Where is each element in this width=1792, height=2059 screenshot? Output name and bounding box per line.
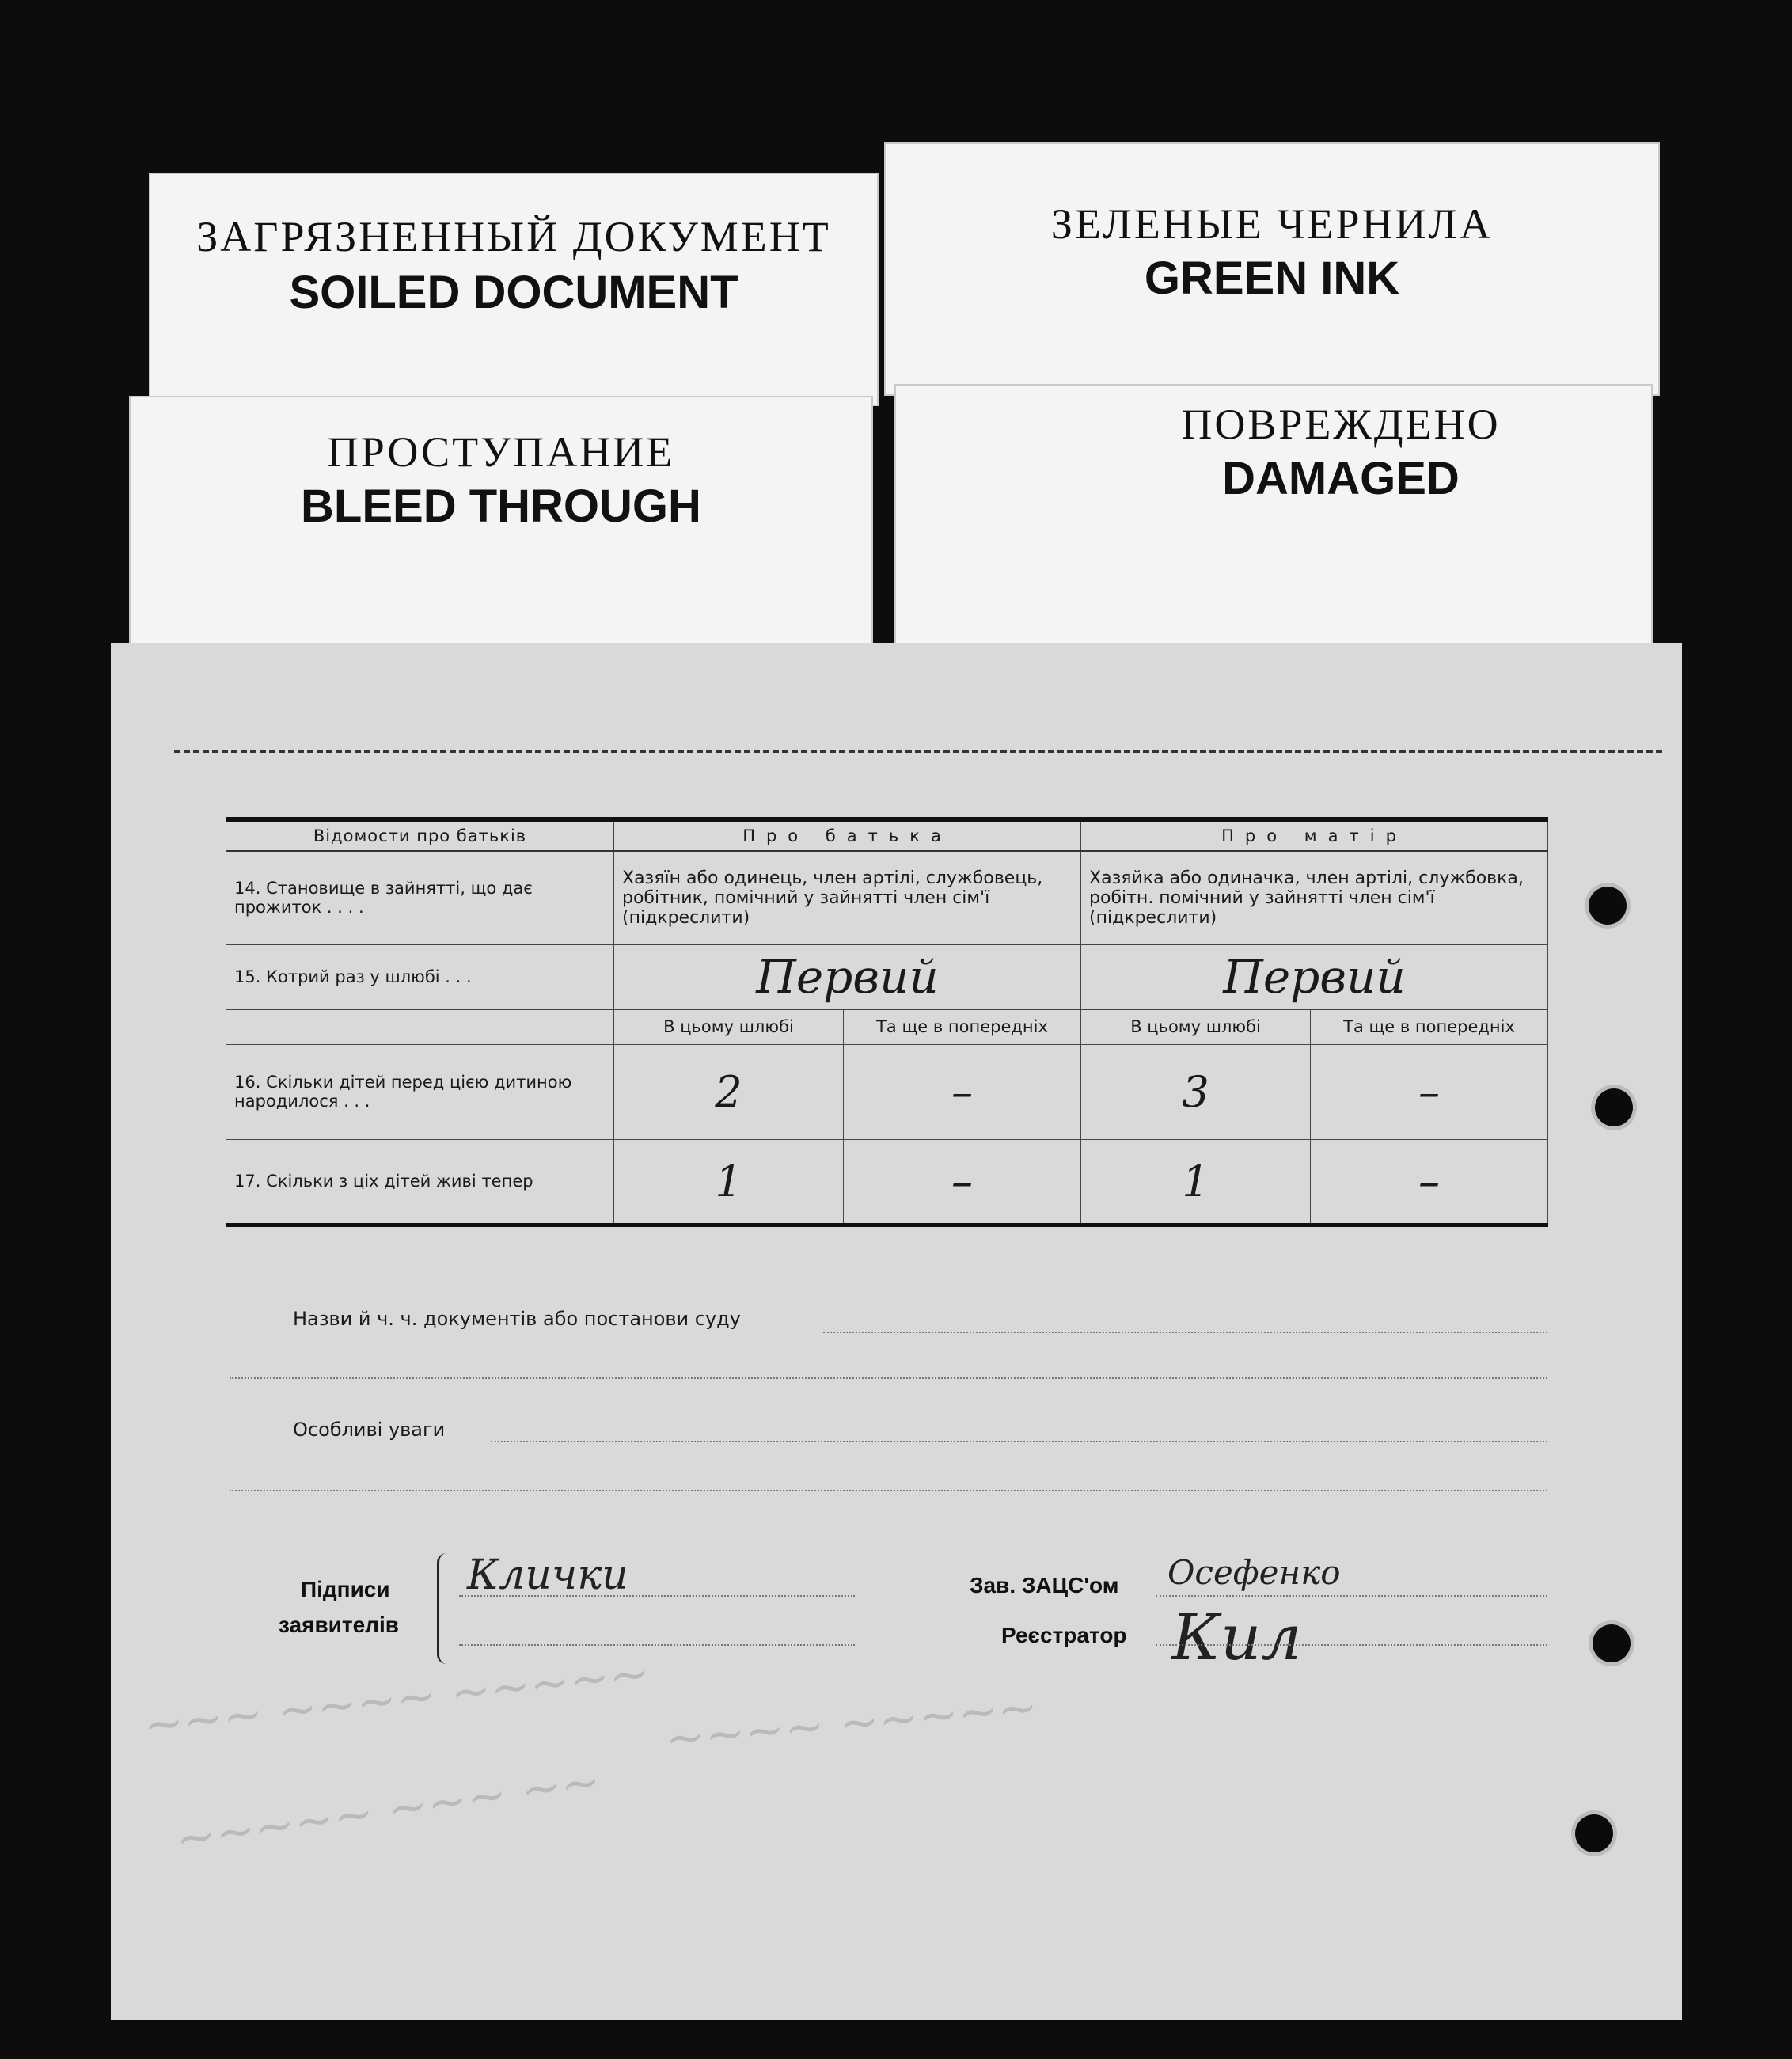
header-parents-info: Відомости про батьків bbox=[226, 819, 614, 851]
row17-mother-this: 1 bbox=[1081, 1139, 1311, 1225]
subheader-row bbox=[226, 1009, 1548, 1044]
remarks-line-1 bbox=[491, 1441, 1547, 1442]
applicants-signatures-label-2: заявителів bbox=[279, 1613, 399, 1637]
row15-num: 15. bbox=[234, 967, 261, 986]
row17-text: Скільки з ціх дітей живі тепер bbox=[266, 1172, 533, 1191]
remarks-line-2 bbox=[230, 1490, 1547, 1491]
damaged-card-ru: ПОВРЕЖДЕНО bbox=[1181, 401, 1501, 448]
signature-brace bbox=[437, 1553, 450, 1664]
row16-text: Скільки дітей перед цією дитиною народилося . . . bbox=[234, 1073, 572, 1111]
row15-text: Котрий раз у шлюбі . . . bbox=[266, 967, 472, 986]
remarks-label: Особливі уваги bbox=[293, 1419, 446, 1441]
applicant-signature-line-2 bbox=[459, 1644, 855, 1646]
documents-label: Назви й ч. ч. документів або постанови суду bbox=[293, 1308, 741, 1330]
soiled-document-card bbox=[149, 173, 879, 406]
parents-info-table bbox=[226, 817, 1548, 1227]
soiled-card-ru: ЗАГРЯЗНЕННЫЙ ДОКУМЕНТ bbox=[196, 213, 831, 260]
row14-num: 14. bbox=[234, 879, 261, 898]
table-row-14 bbox=[226, 851, 1548, 944]
subhead-father-prev: Та ще в попередніх bbox=[844, 1009, 1081, 1044]
table-row-16 bbox=[226, 1044, 1548, 1139]
documents-line-2 bbox=[230, 1377, 1547, 1379]
applicant-signature-line-1 bbox=[459, 1595, 855, 1597]
row15-mother-value: Первий bbox=[1081, 944, 1548, 1009]
bleed-card-ru: ПРОСТУПАНИЕ bbox=[327, 428, 675, 476]
row16-num: 16. bbox=[234, 1073, 261, 1092]
subhead-father-this: В цьому шлюбі bbox=[614, 1009, 844, 1044]
bleed-card-en: BLEED THROUGH bbox=[301, 481, 701, 532]
subheader-blank bbox=[226, 1009, 614, 1044]
bleed-through-marks-2: ~~~~~ ~~~ ~~ bbox=[172, 1753, 605, 1868]
head-label: Зав. ЗАЦС'ом bbox=[970, 1573, 1119, 1597]
green-card-en: GREEN INK bbox=[1144, 253, 1400, 304]
row14-mother-options: Хазяйка або одиначка, член артілі, службовка, робітн. помічний у зайнятті член сім'ї (підкреслити) bbox=[1081, 851, 1548, 944]
row14-father-options: Хазяїн або одинець, член артілі, службовець, робітник, помічний у зайнятті член сім'ї (підкреслити) bbox=[614, 851, 1081, 944]
top-dashed-divider bbox=[174, 750, 1662, 753]
applicants-signatures-label-1: Підписи bbox=[301, 1577, 390, 1601]
row17-label bbox=[226, 1139, 614, 1225]
bleed-through-marks-3: ~~~~ ~~~~~ bbox=[663, 1679, 1040, 1768]
bleed-through-card bbox=[129, 396, 873, 649]
row16-mother-this: 3 bbox=[1081, 1044, 1311, 1139]
head-signature: Осефенко bbox=[1167, 1553, 1341, 1592]
punch-hole bbox=[1595, 1088, 1633, 1126]
header-mother: Про матір bbox=[1081, 819, 1548, 851]
soiled-card-en: SOILED DOCUMENT bbox=[289, 267, 738, 318]
row15-father-value: Первий bbox=[614, 944, 1081, 1009]
damaged-card bbox=[894, 384, 1653, 645]
row16-mother-prev: – bbox=[1311, 1044, 1548, 1139]
row17-father-prev: – bbox=[844, 1139, 1081, 1225]
table-row-17 bbox=[226, 1139, 1548, 1225]
row14-label bbox=[226, 851, 614, 944]
table-row-15 bbox=[226, 944, 1548, 1009]
head-signature-line bbox=[1156, 1595, 1547, 1597]
row16-father-this: 2 bbox=[614, 1044, 844, 1139]
registrar-signature: Кил bbox=[1171, 1601, 1302, 1674]
row16-father-prev: – bbox=[844, 1044, 1081, 1139]
table-header-row bbox=[226, 819, 1548, 851]
punch-hole bbox=[1593, 1624, 1631, 1662]
registry-form-sheet bbox=[111, 643, 1682, 2020]
subhead-mother-prev: Та ще в попередніх bbox=[1311, 1009, 1548, 1044]
row16-label bbox=[226, 1044, 614, 1139]
registrar-label: Реєстратор bbox=[1001, 1623, 1127, 1647]
applicant-signature: Клички bbox=[467, 1552, 628, 1599]
bleed-through-marks: ~~~ ~~~~ ~~~~~ bbox=[141, 1645, 652, 1754]
row14-text: Становище в зайнятті, що дає прожиток . . . . bbox=[234, 879, 533, 917]
damaged-card-en: DAMAGED bbox=[1222, 453, 1460, 504]
row17-mother-prev: – bbox=[1311, 1139, 1548, 1225]
row17-father-this: 1 bbox=[614, 1139, 844, 1225]
row17-num: 17. bbox=[234, 1172, 261, 1191]
subhead-mother-this: В цьому шлюбі bbox=[1081, 1009, 1311, 1044]
documents-line-1 bbox=[823, 1332, 1547, 1333]
punch-hole bbox=[1589, 887, 1627, 925]
punch-hole bbox=[1575, 1814, 1613, 1852]
registrar-signature-line bbox=[1156, 1644, 1547, 1646]
green-ink-card bbox=[884, 142, 1660, 396]
header-father: Про батька bbox=[614, 819, 1081, 851]
row15-label bbox=[226, 944, 614, 1009]
green-card-ru: ЗЕЛЕНЫЕ ЧЕРНИЛА bbox=[1050, 200, 1494, 248]
